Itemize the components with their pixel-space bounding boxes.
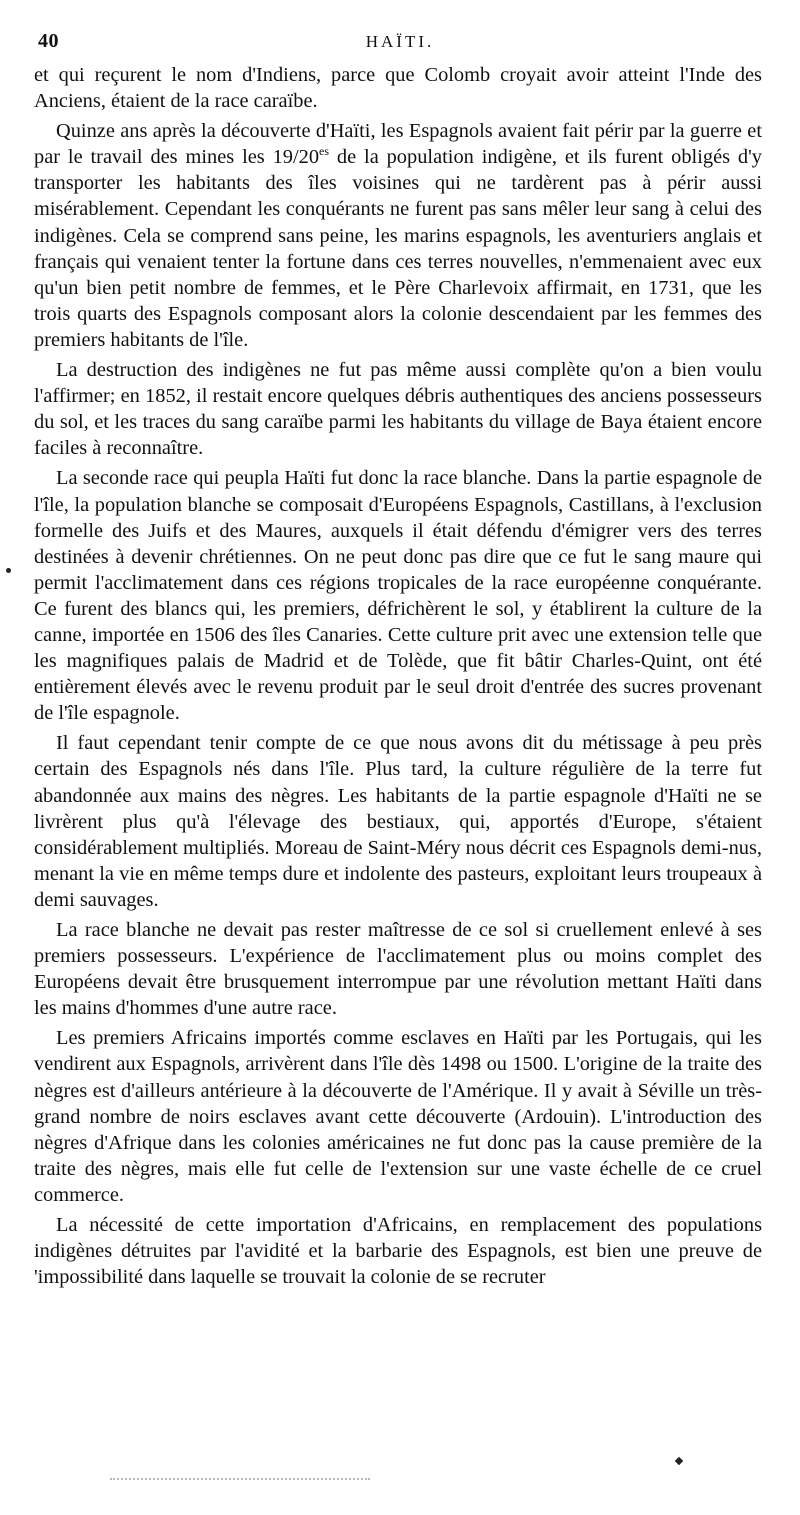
paragraph: La seconde race qui peupla Haïti fut donc la race blanche. Dans la partie espagnole de l'île, la population blanche se composait d'Européens Espagnols, Castillans, à l'exclusion formelle des Juifs et des Maures, auxquels il était défendu d'émigrer vers des terres destinées à devenir chrétiennes. On ne peut donc pas dire que ce fut le sang maure qui permit l'acclimatement dans ces régions tropicales de la race européenne conquérante. Ce furent des blancs qui, les premiers, défrichèrent le sol, y établirent la culture de la canne, importée en 1506 des îles Canaries. Cette culture prit avec une extension telle que les magnifiques palais de Madrid et de Tolède, que fit bâtir Charles-Quint, ont été entièrement élevés avec le revenu produit par le seul droit d'entrée des sucres provenant de l'île espagnole.	[34, 467, 762, 725]
paragraph: Il faut cependant tenir compte de ce que nous avons dit du métissage à peu près certain des Espagnols nés dans l'île. Plus tard, la culture régulière de la terre fut abandonnée aux mains des nègres. Les habitants de la partie espagnole d'Haïti ne se livrèrent plus qu'à l'élevage des bestiaux, qui, apportés d'Europe, s'étaient considérablement multipliés. Moreau de Saint-Méry nous décrit ces Espagnols demi-nus, menant la vie en même temps dure et indolente des pasteurs, exploitant leurs troupeaux à demi sauvages.	[34, 732, 762, 911]
paragraph	[34, 118, 762, 353]
page-header	[38, 30, 762, 56]
ink-mark	[675, 1457, 683, 1465]
page-number: 40	[38, 30, 59, 52]
paragraph-text: Quinze ans après la découverte d'Haïti, les Espagnols avaient fait périr par la guerre et par le travail des mines les 19/20	[34, 120, 762, 169]
paragraph: Les premiers Africains importés comme esclaves en Haïti par les Portugais, qui les vendirent aux Espagnols, arrivèrent dans l'île dès 1498 ou 1500. L'origine de la traite des nègres est d'ailleurs antérieure à la découverte de l'Amérique. Il y avait à Séville un très-grand nombre de noirs esclaves avant cette découverte (Ardouin). L'introduction des nègres d'Afrique dans les colonies américaines ne fut donc pas la cause première de la traite des nègres, mais elle fut celle de l'extension sur une vaste échelle de ce cruel commerce.	[34, 1027, 762, 1206]
paragraph: La nécessité de cette importation d'Africains, en remplacement des populations indigènes détruites par l'avidité et la barbarie des Espagnols, est bien une preuve de 'impossibilité dans laquelle se trouvait la colonie de se recruter	[34, 1214, 762, 1289]
body-text	[34, 62, 762, 1290]
paragraph-continuation: et qui reçurent le nom d'Indiens, parce que Colomb croyait avoir atteint l'Inde des Anciens, étaient de la race caraïbe.	[34, 64, 762, 113]
running-title: HAÏTI.	[365, 32, 435, 51]
paragraph: La race blanche ne devait pas rester maîtresse de ce sol si cruellement enlevé à ses premiers possesseurs. L'expérience de l'acclimatement plus ou moins complet des Européens devait être brusquement interrompue par une révolution mettant Haïti dans les mains d'hommes d'une autre race.	[34, 919, 762, 1020]
paragraph: La destruction des indigènes ne fut pas même aussi complète qu'on a bien voulu l'affirmer; en 1852, il restait encore quelques débris authentiques des anciens possesseurs du sol, et les traces du sang caraïbe parmi les habitants du village de Baya étaient encore faciles à reconnaître.	[34, 359, 762, 460]
superscript: es	[319, 144, 330, 159]
margin-dot	[6, 568, 11, 573]
scan-artifact	[110, 1478, 370, 1482]
paragraph-text: de la population indigène, et ils furent obligés d'y transporter les habitants des îles voisines qui ne tardèrent pas à périr aussi misérablement. Cependant les conquérants ne furent pas sans mêler leur sang à celui des indigènes. Cela se comprend sans peine, les marins espagnols, les aventuriers anglais et français qui venaient tenter la fortune dans ces terres nouvelles, n'emmenaient avec eux qu'un bien petit nombre de femmes, et le Père Charlevoix affirmait, en 1731, que les trois quarts des Espagnols composant alors la colonie descendaient par les femmes des premiers habitants de l'île.	[34, 146, 762, 351]
